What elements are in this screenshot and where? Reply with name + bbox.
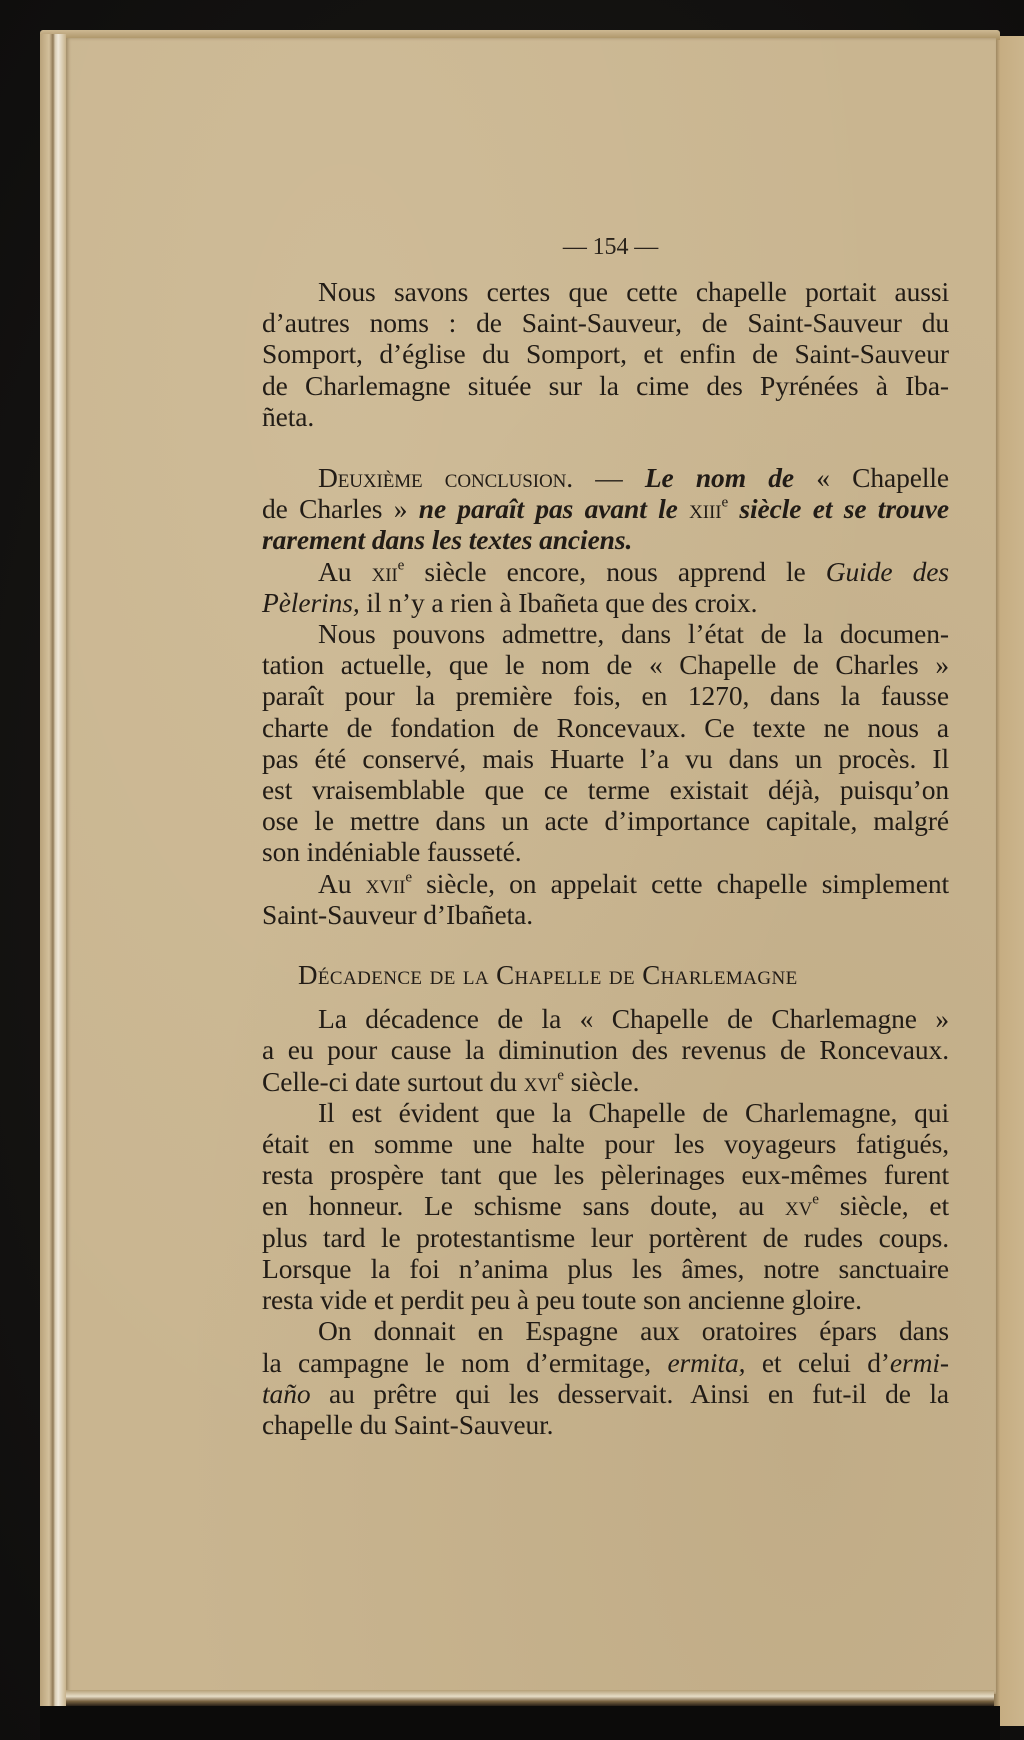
italic-term: ermi- <box>889 1346 949 1378</box>
text-rest: siècle, et <box>818 1190 949 1222</box>
text-line <box>262 587 949 618</box>
text-line: On donnait en Espagne aux oratoires épars dans <box>318 1315 949 1347</box>
italic-title: Pèlerins, <box>262 586 360 618</box>
text-rest: siècle. <box>563 1065 640 1097</box>
text-start: en honneur. Le schisme sans doute, au <box>262 1190 786 1222</box>
text-start: la campagne le nom d’ermitage, <box>262 1346 668 1378</box>
century-numeral: xvii <box>365 867 406 899</box>
text-line: paraît pour la première fois, en 1270, dans la fausse <box>262 680 949 712</box>
text-line: de Charlemagne située sur la cime des Pyrénées à Iba- <box>262 369 949 401</box>
text-rest: au prêtre qui les desservait. Ainsi en fut-il de la <box>310 1377 949 1409</box>
text-mid: et celui d’ <box>745 1346 890 1378</box>
text-rest: siècle, on appelait cette chapelle simplement <box>411 867 950 899</box>
text-line <box>262 1378 949 1409</box>
century-numeral: xvi <box>523 1065 558 1097</box>
paragraph-5 <box>262 1003 949 1097</box>
text-line: ose le mettre dans un acte d’importance capitale, malgré <box>262 805 949 837</box>
century-superscript: e <box>557 1067 564 1084</box>
text-line: ñeta. <box>262 400 315 432</box>
century-superscript: e <box>721 494 729 511</box>
text-line <box>262 556 949 587</box>
text-line: charte de fondation de Roncevaux. Ce texte ne nous a <box>262 711 949 743</box>
conclusion-label: Deuxième conclusion. <box>318 462 573 494</box>
text-line <box>262 493 949 524</box>
text-line: Somport, d’église du Somport, et enfin de Saint-Sauveur <box>262 338 949 370</box>
paragraph-1 <box>262 276 949 432</box>
text-line: pas été conservé, mais Huarte l’a vu dans un procès. Il <box>262 742 949 774</box>
text-start: Celle-ci date surtout du <box>262 1065 524 1097</box>
roman-text: de Charles » <box>262 493 408 525</box>
page-text <box>262 232 949 1440</box>
text-line: Lorsque la foi n’anima plus les âmes, notre sanctuaire <box>262 1252 949 1284</box>
paragraph-2 <box>262 556 949 618</box>
italic-term: ermita, <box>667 1346 746 1378</box>
italic-text: siècle et se trouve <box>728 493 949 525</box>
section-heading: Décadence de la Chapelle de Charlemagne <box>298 960 798 991</box>
century-numeral: xv <box>785 1190 813 1222</box>
dash: — <box>573 462 645 494</box>
text-line <box>262 1190 949 1221</box>
text-line: était en somme une halte pour les voyageurs fatigués, <box>262 1128 949 1160</box>
text-line: Nous savons certes que cette chapelle portait aussi <box>318 276 949 307</box>
conclusion-italic: Le nom de <box>644 462 794 494</box>
page-bottom-edge <box>66 1690 994 1706</box>
conclusion-paragraph <box>262 462 949 556</box>
text-line: plus tard le protestantisme leur portèrent de rudes coups. <box>262 1221 949 1253</box>
text-line <box>262 1066 949 1097</box>
paragraph-6 <box>262 1097 949 1315</box>
text-start: Au <box>318 555 372 587</box>
text-line: d’autres noms : de Saint-Sauveur, de Saint-Sauveur du <box>262 307 949 339</box>
paragraph-4 <box>262 868 949 930</box>
text-line: chapelle du Saint-Sauveur. <box>262 1408 554 1440</box>
text-line: La décadence de la « Chapelle de Charlemagne » <box>318 1003 949 1035</box>
italic-text: rarement dans les textes anciens. <box>262 524 633 556</box>
quote-text: « Chapelle <box>793 462 950 494</box>
century-numeral: xiii <box>689 493 722 525</box>
text-line: a eu pour cause la diminution des revenus de Roncevaux. <box>262 1034 949 1066</box>
page-number: — 154 — <box>562 234 659 260</box>
century-superscript: e <box>405 869 412 886</box>
text-line: est vraisemblable que ce terme existait déjà, puisqu’on <box>262 774 949 806</box>
text-line: Nous pouvons admettre, dans l’état de la documen- <box>318 618 949 650</box>
text-line: Saint-Sauveur d’Ibañeta. <box>262 898 533 930</box>
text-line: resta prospère tant que les pèlerinages eux-mêmes furent <box>262 1159 949 1191</box>
century-superscript: e <box>812 1192 819 1209</box>
paragraph-3 <box>262 618 949 868</box>
text-rest: il n’y a rien à Ibañeta que des croix. <box>359 586 758 618</box>
book-left-edge <box>40 34 66 1710</box>
paragraph-7 <box>262 1315 949 1440</box>
text-line: resta vide et perdit peu à peu toute son ancienne gloire. <box>262 1284 862 1316</box>
bottom-shadow <box>40 1706 1000 1740</box>
text-line: Il est évident que la Chapelle de Charlemagne, qui <box>318 1096 949 1128</box>
next-page-edge <box>994 36 1024 1726</box>
century-numeral: xii <box>371 555 398 587</box>
century-superscript: e <box>397 557 405 574</box>
text-line <box>262 1347 949 1378</box>
italic-text: ne paraît pas avant le <box>407 493 690 525</box>
text-line <box>262 868 949 899</box>
italic-title: Guide des <box>825 555 949 587</box>
text-line <box>262 524 949 555</box>
text-rest: siècle encore, nous apprend le <box>404 555 826 587</box>
text-line: tation actuelle, que le nom de « Chapelle de Charles » <box>262 649 949 681</box>
text-line <box>262 462 949 493</box>
text-line: son indéniable fausseté. <box>262 836 522 868</box>
text-start: Au <box>318 867 366 899</box>
italic-term: taño <box>262 1377 311 1409</box>
